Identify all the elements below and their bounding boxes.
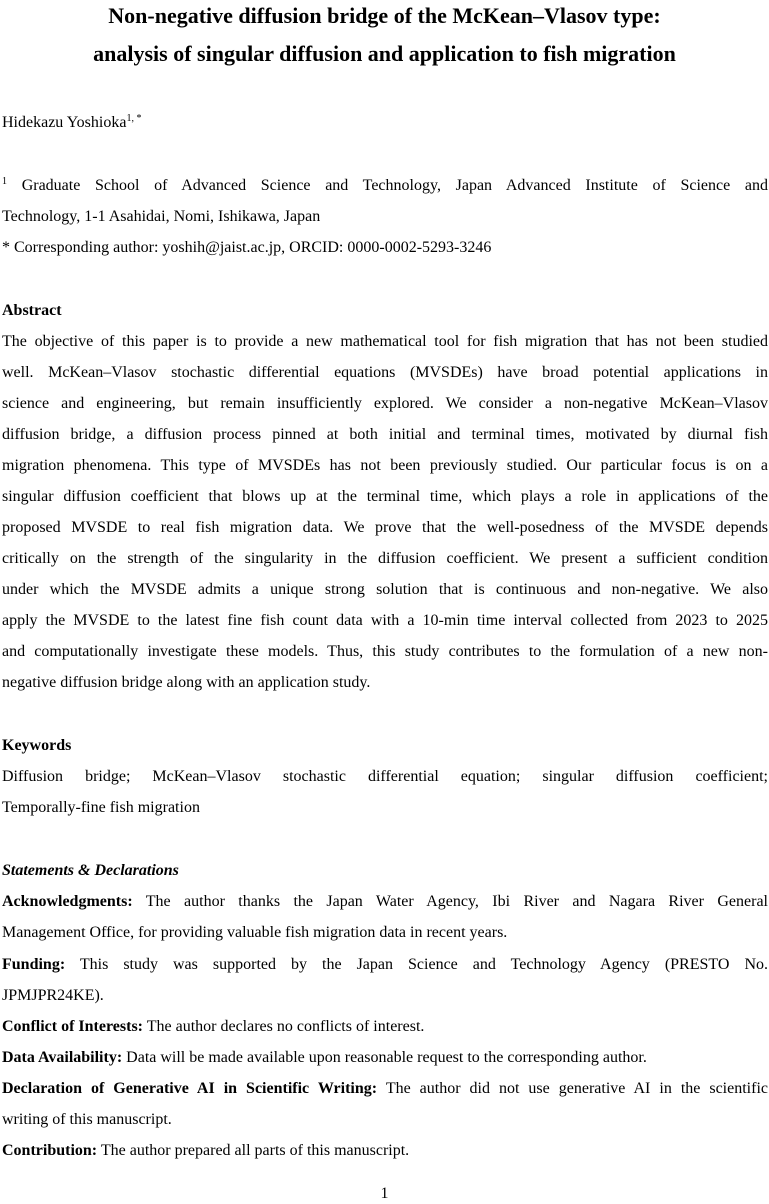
paper-title-line-1: Non-negative diffusion bridge of the McKean–Vlasov type: xyxy=(108,3,661,28)
funding-line-2: JPMJPR24KE). xyxy=(2,987,104,1004)
keywords-line: Diffusion bridge; McKean–Vlasov stochastic differential equation; singular diffusion coefficient; xyxy=(2,768,768,785)
abstract-heading: Abstract xyxy=(2,302,62,319)
abstract-line: diffusion bridge, a diffusion process pinned at both initial and terminal times, motivated by diurnal fish xyxy=(2,426,768,443)
affiliation-line-1: $^1$ Graduate School of Advanced Science and Technology, Japan Advanced Institute of Science and xyxy=(2,176,769,194)
affiliation-line-2: Technology, 1-1 Asahidai, Nomi, Ishikawa, Japan xyxy=(2,208,321,225)
abstract-line: and computationally investigate these models. Thus, this study contributes to the formulation of a new non- xyxy=(2,643,768,660)
keywords-heading: Keywords xyxy=(2,737,72,754)
paper-title-line-2: analysis of singular diffusion and application to fish migration xyxy=(93,41,676,66)
author-name: Hidekazu Yoshioka xyxy=(2,114,127,131)
statements-heading: Statements & Declarations xyxy=(2,862,179,879)
author-marks: 1, * xyxy=(126,113,142,124)
corresponding-author: * Corresponding author: yoshih@jaist.ac.jp, ORCID: 0000-0002-5293-3246 xyxy=(2,239,492,256)
conflict-of-interests: Conflict of Interests: The author declares no conflicts of interest. xyxy=(2,1018,425,1035)
abstract-line: critically on the strength of the singularity in the diffusion coefficient. We present a sufficient condition xyxy=(2,550,768,567)
abstract-line: apply the MVSDE to the latest fine fish count data with a 10-min time interval collected from 2023 to 2025 xyxy=(2,612,768,629)
abstract-line: science and engineering, but remain insufficiently explored. We consider a non-negative McKean–Vlasov xyxy=(2,395,768,412)
generative-ai-declaration-line-1: Declaration of Generative AI in Scientific Writing: The author did not use generative AI in the scientific xyxy=(2,1080,768,1097)
keywords-line: Temporally-fine fish migration xyxy=(2,799,200,816)
funding-line-1: Funding: This study was supported by the Japan Science and Technology Agency (PRESTO No. xyxy=(2,956,768,973)
abstract-line: singular diffusion coefficient that blows up at the terminal time, which plays a role in applications of the xyxy=(2,488,768,505)
acknowledgments-line-2: Management Office, for providing valuable fish migration data in recent years. xyxy=(2,924,508,941)
abstract-line: negative diffusion bridge along with an application study. xyxy=(2,674,371,691)
abstract-line: under which the MVSDE admits a unique strong solution that is continuous and non-negative. We also xyxy=(2,581,768,598)
acknowledgments-line-1: Acknowledgments: The author thanks the Japan Water Agency, Ibi River and Nagara River General xyxy=(2,893,768,910)
affiliation-mark: 1 xyxy=(2,176,7,187)
generative-ai-declaration-line-2: writing of this manuscript. xyxy=(2,1111,172,1128)
abstract-line: well. McKean–Vlasov stochastic differential equations (MVSDEs) have broad potential applications in xyxy=(2,364,768,381)
author-line xyxy=(2,113,768,133)
page-number: 1 xyxy=(380,1185,389,1202)
abstract-line: proposed MVSDE to real fish migration data. We prove that the well-posedness of the MVSDE depends xyxy=(2,519,768,536)
data-availability: Data Availability: Data will be made available upon reasonable request to the corresponding author. xyxy=(2,1049,647,1066)
contribution: Contribution: The author prepared all parts of this manuscript. xyxy=(2,1142,410,1159)
abstract-line: migration phenomena. This type of MVSDEs has not been previously studied. Our particular focus is on a xyxy=(2,457,768,474)
abstract-line: The objective of this paper is to provide a new mathematical tool for fish migration that has not been studied xyxy=(2,333,768,350)
